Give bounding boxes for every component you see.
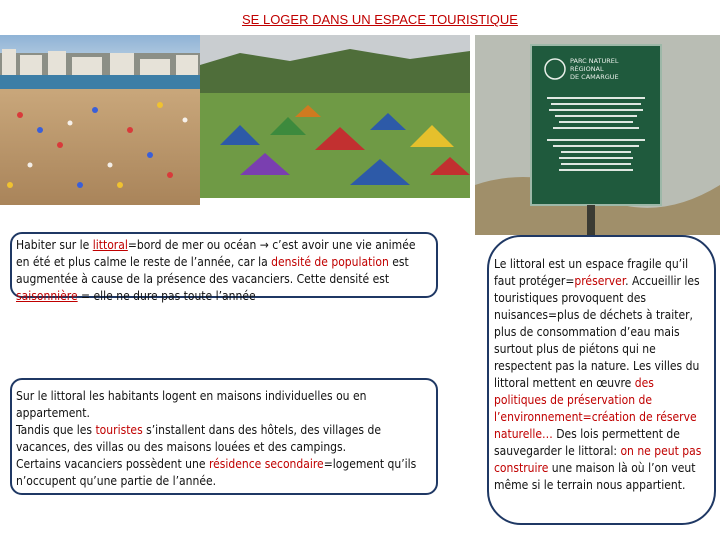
housing-text: =logement qu’ils n’occupent qu’une partie de l’année. [16,457,417,488]
camping-photo [200,35,470,198]
keyword-preservation-policies: des politiques de préservation de l’environnement=création de réserve naturelle… [494,376,697,441]
density-text: Habiter sur le [16,238,93,252]
keyword-littoral: littoral [92,238,128,252]
fragile-coast-text-box [487,235,716,525]
fragile-text: une maison là où l’on veut même si le terrain nous appartient. [494,461,696,492]
housing-text-box [10,378,438,495]
density-text: = elle ne dure pas toute l’année [77,289,256,303]
keyword-secondary-residence: résidence secondaire [208,457,324,471]
keyword-population-density: densité de population [271,255,389,269]
housing-text: Tandis que les [16,423,96,437]
keyword-seasonal: saisonnière [16,289,78,303]
housing-inhabitants-text: Sur le littoral les habitants logent en maisons individuelles ou en appartement. [16,389,367,420]
page-title: SE LOGER DANS UN ESPACE TOURISTIQUE [242,12,518,27]
keyword-preserve: préserver [574,274,626,288]
housing-secondary-paragraph [16,456,432,490]
fragile-text: . Accueillir les touristiques provoquent des nuisances=plus de déchets à traiter, plus de consommation d’eau mais surtout plus de piétons qui ne respectent pas la nature. Les villes du littoral mettent en œuvre [494,274,700,390]
housing-tourists-paragraph [16,422,432,456]
density-text-box [10,232,438,303]
sign-header-3: DE CAMARGUE [570,73,619,81]
keyword-cannot-build: on ne peut pas construire [494,444,702,475]
fragile-text: Le littoral est un espace fragile qu’il faut protéger= [494,257,689,288]
keyword-tourists: touristes [95,423,143,437]
beach-photo [0,35,200,205]
fragile-text: Des lois permettent de sauvegarder le littoral: [494,427,680,458]
sign-header-1: PARC NATUREL [570,57,619,65]
density-text: =bord de mer ou océan → c’est avoir une vie animée en été et plus calme le reste de l’année, car la [16,238,416,269]
density-text: est augmentée à cause de la présence des vacanciers. Cette densité est [16,255,409,286]
housing-text: Certains vacanciers possèdent une [16,457,209,471]
housing-text: s’installent dans des hôtels, des villages de vacances, des villas ou des maisons louées et des campings. [16,423,381,454]
park-sign-photo [475,35,720,235]
sign-header-2: RÉGIONAL [570,65,604,73]
